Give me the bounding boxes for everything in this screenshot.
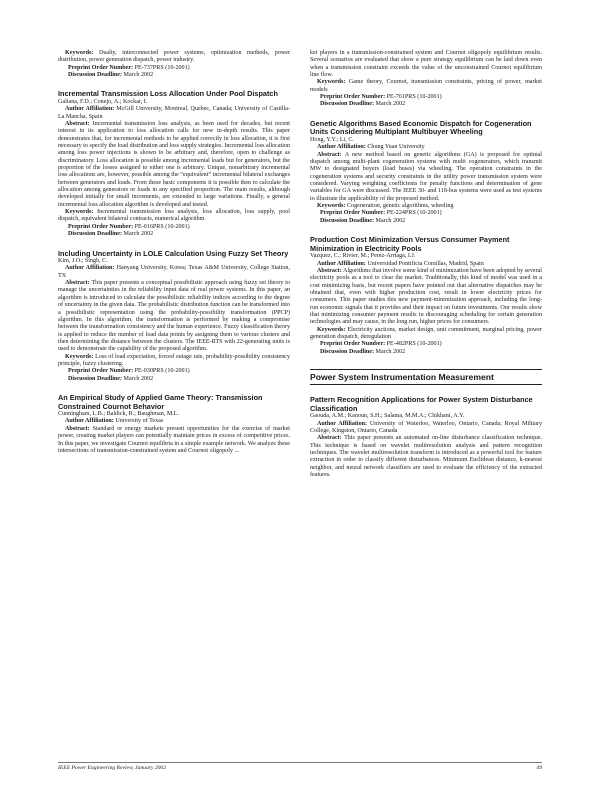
keywords-text: Dualty, interconnected power systems, optimization methods, power distribution, power generation dispatch, power industry. xyxy=(58,50,290,64)
preprint-number: PE-737PRS (10-2001) xyxy=(134,64,190,71)
journal-page xyxy=(58,50,542,762)
article-abstract xyxy=(310,268,542,327)
article-production-cost xyxy=(310,236,542,356)
affiliation-label: Author Affiliation: xyxy=(317,260,366,267)
keywords-text: Electricity auctions, market design, unit commitment, marginal pricing, power generation dispatch, deregulation xyxy=(310,326,542,341)
affiliation-label: Author Affiliation: xyxy=(317,420,368,427)
abstract-text: This paper presents a conceptual possibilistic approach using fuzzy set theory to manage the uncertainties in the reliability input data of real power systems. In this paper, an algorithm is introduced to calculate the possibilistic reliability indices according to the degree of uncertainty in the given data. The probabilistic distribution function can be transformed into a possibilistic representation using the probability-possibility transformation (PPCP) algorithm. In this algorithm, the transformation is performed by making a compromise between the transformation consistency and the human experience. Fuzzy classification theory is applied to reduce the number of load data points by assigning them to various clusters and then determining the distance between the clusters. The IEEE-RTS with 22-generating units is used to demonstrate the capability of the proposed algorithm. xyxy=(58,280,290,353)
discussion-deadline xyxy=(310,101,542,108)
article-keywords xyxy=(310,79,542,94)
preprint-order xyxy=(58,65,290,72)
author-affiliation xyxy=(58,265,290,280)
affiliation-label: Author Affiliation: xyxy=(65,106,115,113)
keywords-label: Keywords: xyxy=(317,203,346,210)
section-header xyxy=(310,369,542,385)
discussion-deadline xyxy=(310,218,542,225)
preprint-order xyxy=(58,368,290,375)
article-title: Genetic Algorithms Based Economic Dispatch for Cogeneration Units Considering Multiplant Multibuyer Wheeling xyxy=(310,118,532,137)
article-genetic-algorithms xyxy=(310,120,542,225)
preprint-order xyxy=(310,94,542,101)
article-authors: Cunningham, L.B.; Baldick, R.; Baughman, M.L. xyxy=(58,411,180,418)
preprint-number: PE-224PRS (10-2001) xyxy=(386,210,442,217)
preprint-number: PE-761PRS (10-2001) xyxy=(386,94,442,101)
preprint-label: Preprint Order Number: xyxy=(68,223,134,230)
author-affiliation xyxy=(310,421,542,436)
abstract-text: Standard or energy markets present opportunities for the exercise of market power, creating market players can potentially maintain prices in excess of competitive prices. In this paper, we investigate Cournot equilibria in a simple example network. We analyze these intersections of transmission-constrained system and Cournot oligopoly ... xyxy=(58,425,290,454)
article-authors: Vazquez, C.; Rivier, M.; Perez-Arriaga, I.J. xyxy=(310,253,416,260)
article-title: Incremental Transmission Loss Allocation Under Pool Dispatch xyxy=(58,89,278,99)
article-authors: Galiana, F.D.; Conejo, A.; Kockar, I. xyxy=(58,98,148,105)
preprint-label: Preprint Order Number: xyxy=(320,94,386,101)
article-authors: Gaouda, A.M.; Kanoun, S.H.; Salama, M.M.A.; Chikhani, A.Y. xyxy=(310,413,465,420)
article-keywords xyxy=(58,209,290,224)
affiliation-label: Author Affiliation: xyxy=(65,265,115,272)
abstract-label: Abstract: xyxy=(317,267,342,274)
preprint-number: PE-016PRS (10-2001) xyxy=(134,223,190,230)
abstract-label: Abstract: xyxy=(65,425,90,432)
article-abstract xyxy=(58,280,290,353)
article-game-theory xyxy=(58,394,290,455)
keywords-text: Game theory, Cournot, transmission constraints, pricing of power, market models xyxy=(310,79,542,93)
deadline-label: Discussion Deadline: xyxy=(68,231,123,238)
deadline-label: Discussion Deadline: xyxy=(68,72,123,79)
affiliation-text: Hanyang University, Korea; Texas A&M University, College Station, TX xyxy=(58,265,291,279)
deadline-label: Discussion Deadline: xyxy=(320,217,375,224)
keywords-text: Incremental transmission loss analysis, loss allocation, loss supply, pool dispatch, equivalent bilateral contracts, numerical algorithm. xyxy=(58,209,290,223)
keywords-label: Keywords: xyxy=(65,50,99,56)
affiliation-text: University of Waterloo, Waterloo, Ontario, Canada; Royal Military College, Kingston, Ontario, Canada xyxy=(310,420,542,434)
keywords-label: Keywords: xyxy=(65,209,94,216)
author-affiliation xyxy=(310,144,542,151)
article-authors: Hong, Y.Y.; Li, C. xyxy=(310,136,354,143)
deadline-date: March 2002 xyxy=(375,217,406,224)
affiliation-text: McGill University, Montreal, Quebec, Canada; University of Castilla-La Mancha, Spain xyxy=(58,106,291,120)
discussion-deadline xyxy=(310,349,542,356)
article-pattern-recognition xyxy=(310,396,542,479)
abstract-label: Abstract: xyxy=(317,151,342,158)
preprint-label: Preprint Order Number: xyxy=(320,341,386,348)
article-title: An Empirical Study of Applied Game Theory: Transmission Constrained Cournot Behavior xyxy=(58,392,263,411)
section-title: Power System Instrumentation Measurement xyxy=(310,372,494,383)
abstract-continued: ket players in a transmission-constrained system and Cournot oligopoly equilibrium results. Several scenarios are evaluated that show a pure strategy equilibrium can be laid down even when a transmission constraint exceeds the value of the unconstrained Cournot equilibrium line flow. xyxy=(310,50,542,79)
deadline-label: Discussion Deadline: xyxy=(320,101,375,108)
deadline-date: March 2002 xyxy=(123,375,154,382)
article-abstract xyxy=(310,152,542,203)
abstract-label: Abstract: xyxy=(65,280,90,287)
article-title: Production Cost Minimization Versus Consumer Payment Minimization in Electricity Pools xyxy=(310,235,510,253)
preprint-order xyxy=(310,210,542,217)
left-column xyxy=(58,50,290,455)
article-abstract xyxy=(310,435,542,479)
right-column xyxy=(310,50,542,479)
footer-journal: IEEE Power Engineering Review, January 2002 xyxy=(58,765,167,771)
affiliation-label: Author Affiliation: xyxy=(317,144,366,151)
keywords-label: Keywords: xyxy=(317,326,346,333)
article-abstract xyxy=(58,121,290,209)
author-affiliation xyxy=(58,418,290,425)
abstract-text: Incremental transmission loss analysis, as been used for decades, but recent interest in its application to loss allocation calls for new in-depth results. This paper demonstrates that, for incremental methods to be applied correctly in loss allocation, it is first necessary to specify the load distribution and loss supply strategies. Incremental loss allocation among loss power injections is shown to be arbitrary and, therefore, open to challenge as discriminatory. Loss allocation is possible among incremental loads but for generators, but the proportion of the losses assigned to either one is arbitrary. Unique, nonarbitrary incremental loss allocations are, however, possible among the “equivalent” incremental bilateral exchanges between generators and loads. From these basic components it is possible then to calculate the allocation among generators or loads in any specified proportion. The main results, although developed initially for small increments, are extended to large variations. Finally, a general incremental loss allocation algorithm is developed and tested. xyxy=(58,121,291,208)
deadline-date: March 2002 xyxy=(375,101,406,108)
article-incremental-loss xyxy=(58,90,290,238)
article-title: Pattern Recognition Applications for Power System Disturbance Classification xyxy=(310,395,533,413)
abstract-text: A new method based on genetic algorithms (GA) is proposed for optimal dispatch among multi-plant cogeneration systems with multi cogenerators, which transmit MW to designated buyers (load buses) via wheeling. The operation constraints in the cogeneration systems and security constraints in the utility power transmission system were considered. Varying weighting coefficients for penalty functions and determination of gene variables for GA were discussed. The IEEE 30- and 118-bus systems were used as test systems to illustrate the applicability of the proposed method. xyxy=(310,151,543,202)
keywords-label: Keywords: xyxy=(317,79,346,86)
keywords-text: Cogeneration, genetic algorithms, wheeling xyxy=(346,203,454,210)
deadline-date: March 2002 xyxy=(123,231,154,238)
deadline-label: Discussion Deadline: xyxy=(320,348,375,355)
article-keywords xyxy=(58,354,290,369)
affiliation-text: Universidad Pontificia Comillas, Madrid, Spain xyxy=(367,260,484,267)
abstract-label: Abstract: xyxy=(65,121,90,127)
affiliation-label: Author Affiliation: xyxy=(65,418,114,425)
abstract-label: Abstract: xyxy=(317,435,342,442)
discussion-deadline xyxy=(58,376,290,383)
page-footer xyxy=(58,762,542,771)
preprint-order xyxy=(310,341,542,348)
abstract-text: Algorithms that involve some kind of minimization have been adopted by several electricity pools as a tool to clear the market. Traditionally, this kind of model was used in a cost minimizing basis, but recent papers have pointed out that alternative dispatches may be obtained that, even with higher production cost, result in lower electricity prices for consumers. This paper studies this new payment-minimization approach, including the long-run economic signals that it provides and their impact on future investments. Our results show that minimizing consumer payment results in discouraging scheduling for certain generation technologies and may cause, in the long run, higher prices for consumers. xyxy=(310,267,542,326)
page-number: 49 xyxy=(536,765,542,771)
affiliation-text: University of Texas xyxy=(115,418,164,425)
article-abstract xyxy=(58,426,290,455)
deadline-label: Discussion Deadline: xyxy=(68,375,123,382)
affiliation-text: Chung Yuan University xyxy=(367,144,425,151)
author-affiliation xyxy=(58,106,290,121)
author-affiliation xyxy=(310,261,542,268)
preprint-label: Preprint Order Number: xyxy=(68,64,134,71)
article-lole-uncertainty xyxy=(58,250,290,383)
article-title: Including Uncertainty in LOLE Calculation Using Fuzzy Set Theory xyxy=(58,248,289,258)
abstract-text: This paper presents an automated on-line disturbance classification technique. This technique is based on wavelet multiresolution analysis and pattern recognition techniques. The wavelet multiresolution transform is introduced as a powerful tool for feature extraction in order to classify different disturbances. Minimum Euclidean distance, k-nearest neighbor, and neural network classifiers are used to evaluate the efficiency of the extracted features. xyxy=(310,435,542,478)
deadline-date: March 2002 xyxy=(123,72,154,79)
article-game-theory-continued xyxy=(310,50,542,109)
keywords-label: Keywords: xyxy=(65,353,94,360)
article-authors: Kim, J.O.; Singh, C. xyxy=(58,258,108,265)
keywords-text: Loss of load expectation, forced outage rate, probability-possibility consistency principle, fuzzy clustering. xyxy=(58,353,290,367)
preprint-label: Preprint Order Number: xyxy=(320,210,386,217)
preprint-label: Preprint Order Number: xyxy=(68,368,134,375)
discussion-deadline xyxy=(58,231,290,238)
discussion-deadline xyxy=(58,72,290,79)
keywords-continued xyxy=(58,50,290,65)
deadline-date: March 2002 xyxy=(375,348,406,355)
preprint-number: PE-482PRS (10-2001) xyxy=(386,341,442,348)
article-keywords xyxy=(310,327,542,342)
preprint-number: PE-030PRS (10-2001) xyxy=(134,368,190,375)
preprint-order xyxy=(58,224,290,231)
